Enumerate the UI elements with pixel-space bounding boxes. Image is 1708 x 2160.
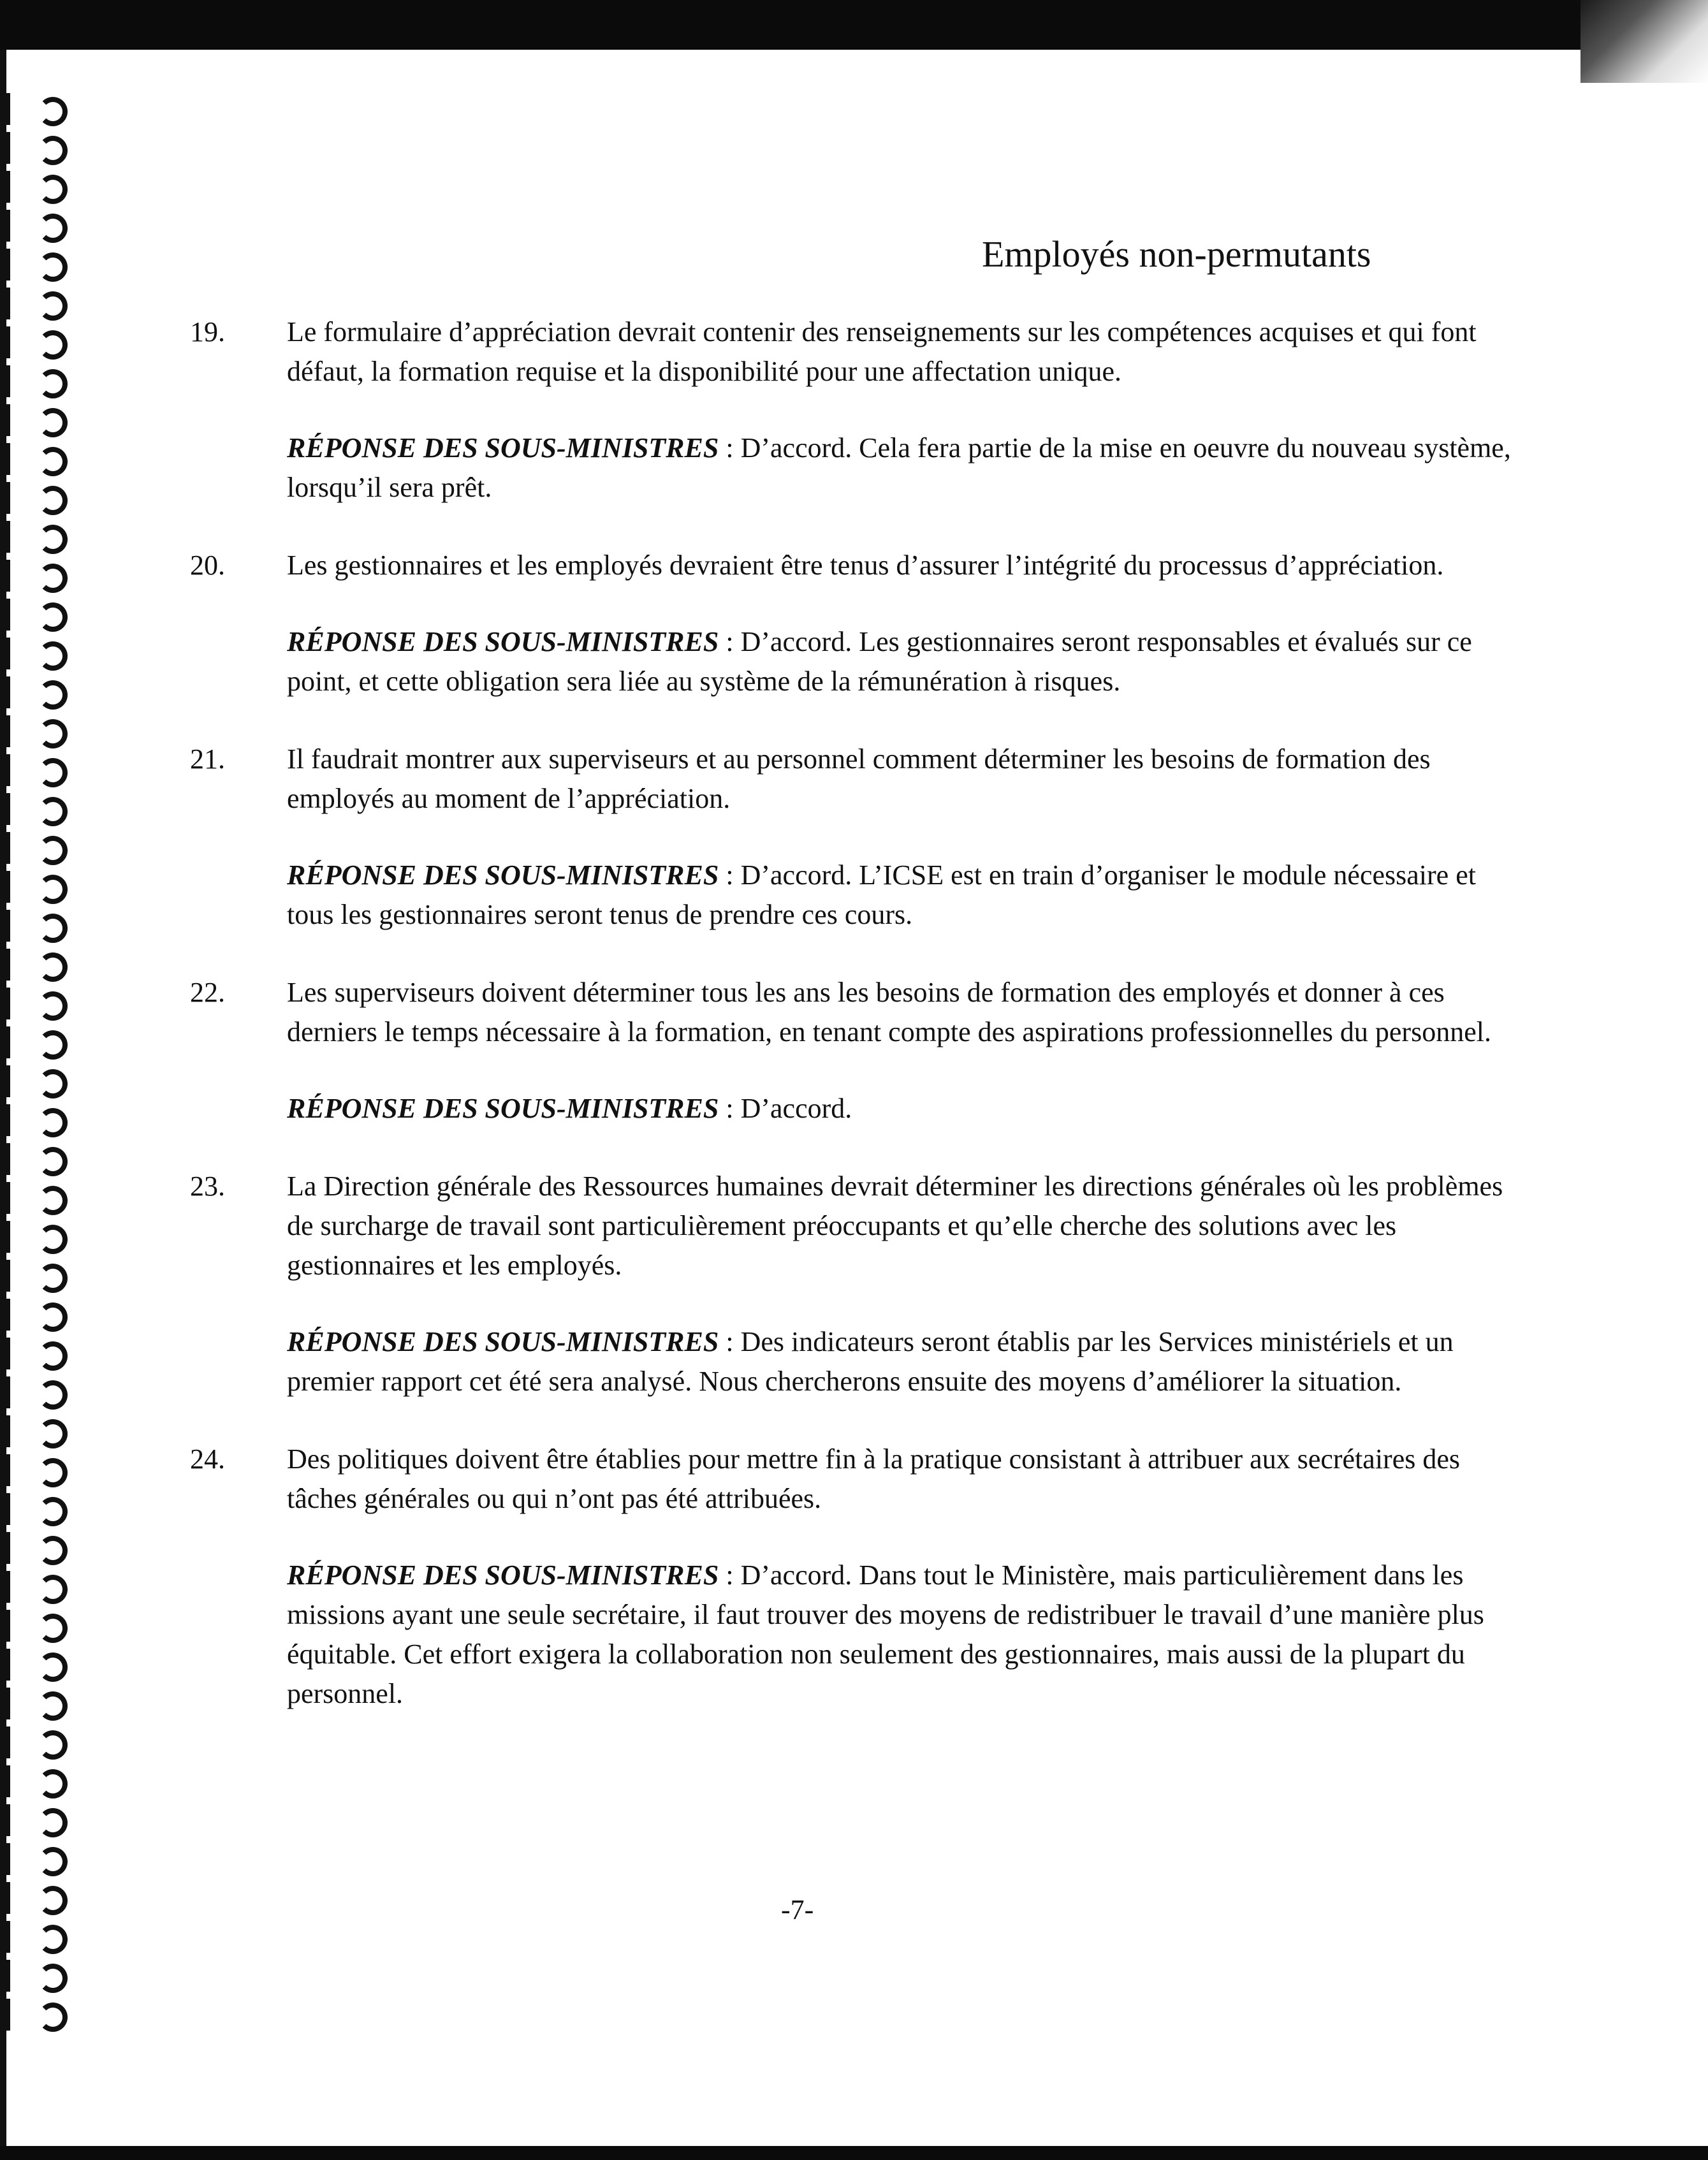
- binding-ring-bar: [4, 1843, 10, 1875]
- binding-ring-bar: [4, 443, 10, 475]
- binding-ring-hook: [38, 1691, 68, 1721]
- response-text: D’accord.: [740, 1093, 852, 1124]
- response-text: D’accord. Dans tout le Ministère, mais particulièrement dans les missions ayant une seule secrétaire, il faut trouver des moyens de redistribuer le travail d’une manière plus équitable. Cet effort exigera la collaboration non seulement des gestionnaires, mais aussi de la plupart du personnel.: [287, 1559, 1484, 1709]
- binding-ring-bar: [4, 249, 10, 281]
- binding-ring-hook: [38, 2003, 68, 2032]
- binding-ring-hook: [38, 1964, 68, 1993]
- binding-ring: [0, 984, 70, 1022]
- binding-ring-hook: [38, 1264, 68, 1293]
- binding-ring-bar: [4, 404, 10, 436]
- binding-ring-bar: [4, 1493, 10, 1525]
- item-text: Des politiques doivent être établies pour mettre fin à la pratique consistant à attribuer aux secrétaires des tâches générales ou qui n’ont pas été attribuées.: [287, 1443, 1461, 1514]
- item-text: Les gestionnaires et les employés devraient être tenus d’assurer l’intégrité du processus d’appréciation.: [287, 550, 1444, 581]
- binding-ring-bar: [4, 1338, 10, 1369]
- binding-ring-hook: [38, 1536, 68, 1565]
- binding-ring: [0, 206, 70, 244]
- scan-bottom-border: [0, 2146, 1708, 2160]
- binding-ring: [0, 1217, 70, 1255]
- binding-ring-hook: [38, 991, 68, 1021]
- response-label: RÉPONSE DES SOUS-MINISTRES: [287, 859, 719, 891]
- binding-ring-hook: [38, 1108, 68, 1137]
- recommendation-list: [190, 312, 1522, 1752]
- binding-ring-hook: [38, 369, 68, 398]
- binding-ring: [0, 1878, 70, 1916]
- binding-ring-bar: [4, 1688, 10, 1719]
- response-label: RÉPONSE DES SOUS-MINISTRES: [287, 1093, 719, 1124]
- recommendation-item: [190, 1440, 1522, 1714]
- binding-ring-bar: [4, 1065, 10, 1097]
- binding-ring: [0, 1334, 70, 1372]
- binding-ring-hook: [38, 1730, 68, 1760]
- binding-ring-bar: [4, 1804, 10, 1836]
- response-paragraph: RÉPONSE DES SOUS-MINISTRES : D’accord. L’ICSE est en train d’organiser le module nécessaire et tous les gestionnaires seront tenus de prendre ces cours.: [287, 859, 1476, 930]
- response-label: RÉPONSE DES SOUS-MINISTRES: [287, 1326, 719, 1357]
- binding-ring: [0, 1100, 70, 1139]
- binding-ring: [0, 1256, 70, 1294]
- binding-ring: [0, 1139, 70, 1178]
- item-number: 20.: [190, 550, 225, 581]
- response-text: Des indicateurs seront établis par les Services ministériels et un premier rapport cet été sera analysé. Nous chercherons ensuite des moyens d’améliorer la situation.: [287, 1326, 1454, 1397]
- item-number: 22.: [190, 977, 225, 1008]
- binding-ring: [0, 1373, 70, 1411]
- binding-ring-bar: [4, 715, 10, 747]
- binding-ring-bar: [4, 1960, 10, 1992]
- binding-ring-hook: [38, 797, 68, 826]
- binding-ring: [0, 867, 70, 905]
- item-text: Les superviseurs doivent déterminer tous les ans les besoins de formation des employés et donner à ces derniers le temps nécessaire à la formation, en tenant compte des aspirations professionnelles du personnel.: [287, 977, 1491, 1047]
- binding-ring-hook: [38, 408, 68, 437]
- binding-ring-bar: [4, 1376, 10, 1408]
- binding-ring: [0, 1645, 70, 1683]
- recommendation-item: [190, 973, 1522, 1128]
- binding-ring-hook: [38, 447, 68, 476]
- item-text: Il faudrait montrer aux superviseurs et au personnel comment déterminer les besoins de formation des employés au moment de l’appréciation.: [287, 743, 1431, 814]
- item-text: La Direction générale des Ressources humaines devrait déterminer les directions générales où les problèmes de surcharge de travail sont particulièrement préoccupants et qu’elle cherche des solutions avec les gestionnaires et les employés.: [287, 1171, 1503, 1281]
- binding-ring: [0, 634, 70, 672]
- binding-ring-hook: [38, 136, 68, 165]
- binding-ring: [0, 828, 70, 866]
- binding-ring-bar: [4, 365, 10, 397]
- binding-ring: [0, 556, 70, 594]
- binding-ring-bar: [4, 1532, 10, 1564]
- binding-ring-bar: [4, 793, 10, 825]
- binding-ring-hook: [38, 1497, 68, 1526]
- binding-ring: [0, 323, 70, 361]
- response-text: D’accord. Cela fera partie de la mise en oeuvre du nouveau système, lorsqu’il sera prêt.: [287, 432, 1511, 503]
- binding-ring-bar: [4, 1260, 10, 1292]
- binding-ring: [0, 1450, 70, 1489]
- binding-ring-hook: [38, 1380, 68, 1410]
- response-paragraph: RÉPONSE DES SOUS-MINISTRES : D’accord. Dans tout le Ministère, mais particulièrement dans les missions ayant une seule secrétaire, il faut trouver des moyens de redistribuer le travail d’une manière plus équitable. Cet effort exigera la collaboration non seulement des gestionnaires, mais aussi de la plupart du personnel.: [287, 1559, 1484, 1709]
- binding-ring-bar: [4, 832, 10, 864]
- binding-ring-hook: [38, 1575, 68, 1604]
- binding-ring-hook: [38, 1653, 68, 1682]
- binding-ring-hook: [38, 680, 68, 710]
- binding-ring: [0, 1412, 70, 1450]
- recommendation-item: [190, 740, 1522, 935]
- binding-ring-bar: [4, 132, 10, 164]
- binding-ring-bar: [4, 1221, 10, 1253]
- binding-ring-hook: [38, 525, 68, 554]
- binding-ring-hook: [38, 1808, 68, 1837]
- binding-ring-bar: [4, 1610, 10, 1642]
- binding-ring-bar: [4, 676, 10, 708]
- binding-ring: [0, 1995, 70, 2033]
- binding-ring: [0, 245, 70, 283]
- item-text: Le formulaire d’appréciation devrait contenir des renseignements sur les compétences acquises et qui font défaut, la formation requise et la disponibilité pour une affectation unique.: [287, 316, 1477, 387]
- recommendation-item: [190, 312, 1522, 507]
- binding-ring-bar: [4, 1143, 10, 1175]
- binding-ring-bar: [4, 910, 10, 942]
- binding-ring: [0, 1567, 70, 1605]
- recommendation-item: [190, 546, 1522, 701]
- binding-ring-hook: [38, 486, 68, 515]
- response-text: D’accord. Les gestionnaires seront responsables et évalués sur ce point, et cette obligation sera liée au système de la rémunération à risques.: [287, 626, 1472, 697]
- binding-ring-hook: [38, 758, 68, 787]
- binding-ring-hook: [38, 1069, 68, 1098]
- binding-ring: [0, 1528, 70, 1566]
- binding-ring-bar: [4, 1921, 10, 1953]
- binding-ring-bar: [4, 638, 10, 669]
- binding-ring-hook: [38, 1147, 68, 1176]
- binding-ring-bar: [4, 949, 10, 981]
- binding-ring-bar: [4, 93, 10, 125]
- item-number: 24.: [190, 1443, 225, 1475]
- binding-ring: [0, 284, 70, 322]
- binding-ring-bar: [4, 1454, 10, 1486]
- spiral-binding: [0, 89, 70, 2059]
- binding-ring-hook: [38, 291, 68, 321]
- binding-ring-hook: [38, 97, 68, 126]
- binding-ring-bar: [4, 1299, 10, 1331]
- binding-ring: [0, 1917, 70, 1955]
- binding-ring-bar: [4, 1026, 10, 1058]
- page-title: Employés non-permutants: [982, 233, 1371, 275]
- binding-ring-hook: [38, 1303, 68, 1332]
- response-paragraph: RÉPONSE DES SOUS-MINISTRES : D’accord. Cela fera partie de la mise en oeuvre du nouveau système, lorsqu’il sera prêt.: [287, 432, 1511, 503]
- binding-ring-bar: [4, 1104, 10, 1136]
- binding-ring: [0, 128, 70, 166]
- binding-ring-bar: [4, 599, 10, 631]
- binding-ring-bar: [4, 871, 10, 903]
- binding-ring: [0, 906, 70, 944]
- binding-ring-hook: [38, 952, 68, 982]
- item-body: [287, 1440, 1522, 1714]
- binding-ring: [0, 789, 70, 828]
- binding-ring: [0, 89, 70, 128]
- item-body: [287, 973, 1522, 1128]
- binding-ring-hook: [38, 1458, 68, 1487]
- binding-ring-bar: [4, 171, 10, 203]
- binding-ring-bar: [4, 1571, 10, 1603]
- item-body: [287, 546, 1522, 701]
- recommendation-item: [190, 1167, 1522, 1401]
- binding-ring-hook: [38, 1419, 68, 1449]
- item-number: 21.: [190, 743, 225, 775]
- binding-ring-bar: [4, 482, 10, 514]
- binding-ring-bar: [4, 1649, 10, 1681]
- binding-ring-hook: [38, 330, 68, 360]
- binding-ring: [0, 673, 70, 711]
- item-number: 19.: [190, 316, 225, 347]
- binding-ring: [0, 517, 70, 555]
- response-paragraph: RÉPONSE DES SOUS-MINISTRES : Des indicateurs seront établis par les Services ministériels et un premier rapport cet été sera analysé. Nous chercherons ensuite des moyens d’améliorer la situation.: [287, 1326, 1454, 1397]
- item-body: [287, 1167, 1522, 1401]
- binding-ring-hook: [38, 564, 68, 593]
- scan-corner-shadow: [1580, 0, 1708, 83]
- binding-ring-hook: [38, 836, 68, 865]
- binding-ring: [0, 945, 70, 983]
- binding-ring-hook: [38, 1847, 68, 1876]
- binding-ring-hook: [38, 175, 68, 204]
- binding-ring-bar: [4, 754, 10, 786]
- binding-ring-hook: [38, 1225, 68, 1254]
- binding-ring-bar: [4, 1415, 10, 1447]
- binding-ring-bar: [4, 210, 10, 242]
- binding-ring-bar: [4, 1882, 10, 1914]
- binding-ring-hook: [38, 875, 68, 904]
- binding-ring-hook: [38, 914, 68, 943]
- response-label: RÉPONSE DES SOUS-MINISTRES: [287, 1559, 719, 1591]
- response-paragraph: RÉPONSE DES SOUS-MINISTRES : D’accord. Les gestionnaires seront responsables et évalués sur ce point, et cette obligation sera liée au système de la rémunération à risques.: [287, 626, 1472, 697]
- response-label: RÉPONSE DES SOUS-MINISTRES: [287, 626, 719, 657]
- binding-ring-hook: [38, 1186, 68, 1215]
- binding-ring-hook: [38, 252, 68, 282]
- binding-ring: [0, 750, 70, 789]
- page-number: -7-: [781, 1894, 814, 1925]
- item-body: [287, 740, 1522, 935]
- scan-top-border: [0, 0, 1708, 50]
- binding-ring: [0, 1178, 70, 1216]
- item-number: 23.: [190, 1171, 225, 1202]
- binding-ring-bar: [4, 521, 10, 553]
- binding-ring-hook: [38, 602, 68, 632]
- binding-ring: [0, 711, 70, 750]
- binding-ring: [0, 1606, 70, 1644]
- binding-ring-hook: [38, 641, 68, 671]
- binding-ring-bar: [4, 560, 10, 592]
- binding-ring: [0, 167, 70, 205]
- response-label: RÉPONSE DES SOUS-MINISTRES: [287, 432, 719, 463]
- binding-ring: [0, 1489, 70, 1528]
- item-body: [287, 312, 1522, 507]
- binding-ring-hook: [38, 1614, 68, 1643]
- binding-ring-bar: [4, 1182, 10, 1214]
- binding-ring: [0, 439, 70, 478]
- binding-ring-hook: [38, 1030, 68, 1060]
- binding-ring-hook: [38, 1886, 68, 1915]
- binding-ring: [0, 1295, 70, 1333]
- binding-ring: [0, 595, 70, 633]
- binding-ring-bar: [4, 326, 10, 358]
- binding-ring-hook: [38, 1925, 68, 1954]
- binding-ring-bar: [4, 1765, 10, 1797]
- binding-ring: [0, 1723, 70, 1761]
- response-text: D’accord. L’ICSE est en train d’organiser le module nécessaire et tous les gestionnaires seront tenus de prendre ces cours.: [287, 859, 1476, 930]
- binding-ring-bar: [4, 1999, 10, 2031]
- binding-ring-hook: [38, 1769, 68, 1799]
- binding-ring: [0, 1023, 70, 1061]
- binding-ring: [0, 1684, 70, 1722]
- binding-ring: [0, 1956, 70, 1994]
- binding-ring: [0, 400, 70, 439]
- response-paragraph: RÉPONSE DES SOUS-MINISTRES : D’accord.: [287, 1093, 852, 1124]
- binding-ring: [0, 478, 70, 516]
- binding-ring-hook: [38, 214, 68, 243]
- binding-ring: [0, 1062, 70, 1100]
- binding-ring: [0, 361, 70, 400]
- binding-ring: [0, 1762, 70, 1800]
- binding-ring: [0, 1839, 70, 1878]
- binding-ring-bar: [4, 288, 10, 319]
- binding-ring-bar: [4, 988, 10, 1019]
- binding-ring-bar: [4, 1726, 10, 1758]
- binding-ring: [0, 1800, 70, 1839]
- binding-ring-hook: [38, 719, 68, 748]
- binding-ring-hook: [38, 1341, 68, 1371]
